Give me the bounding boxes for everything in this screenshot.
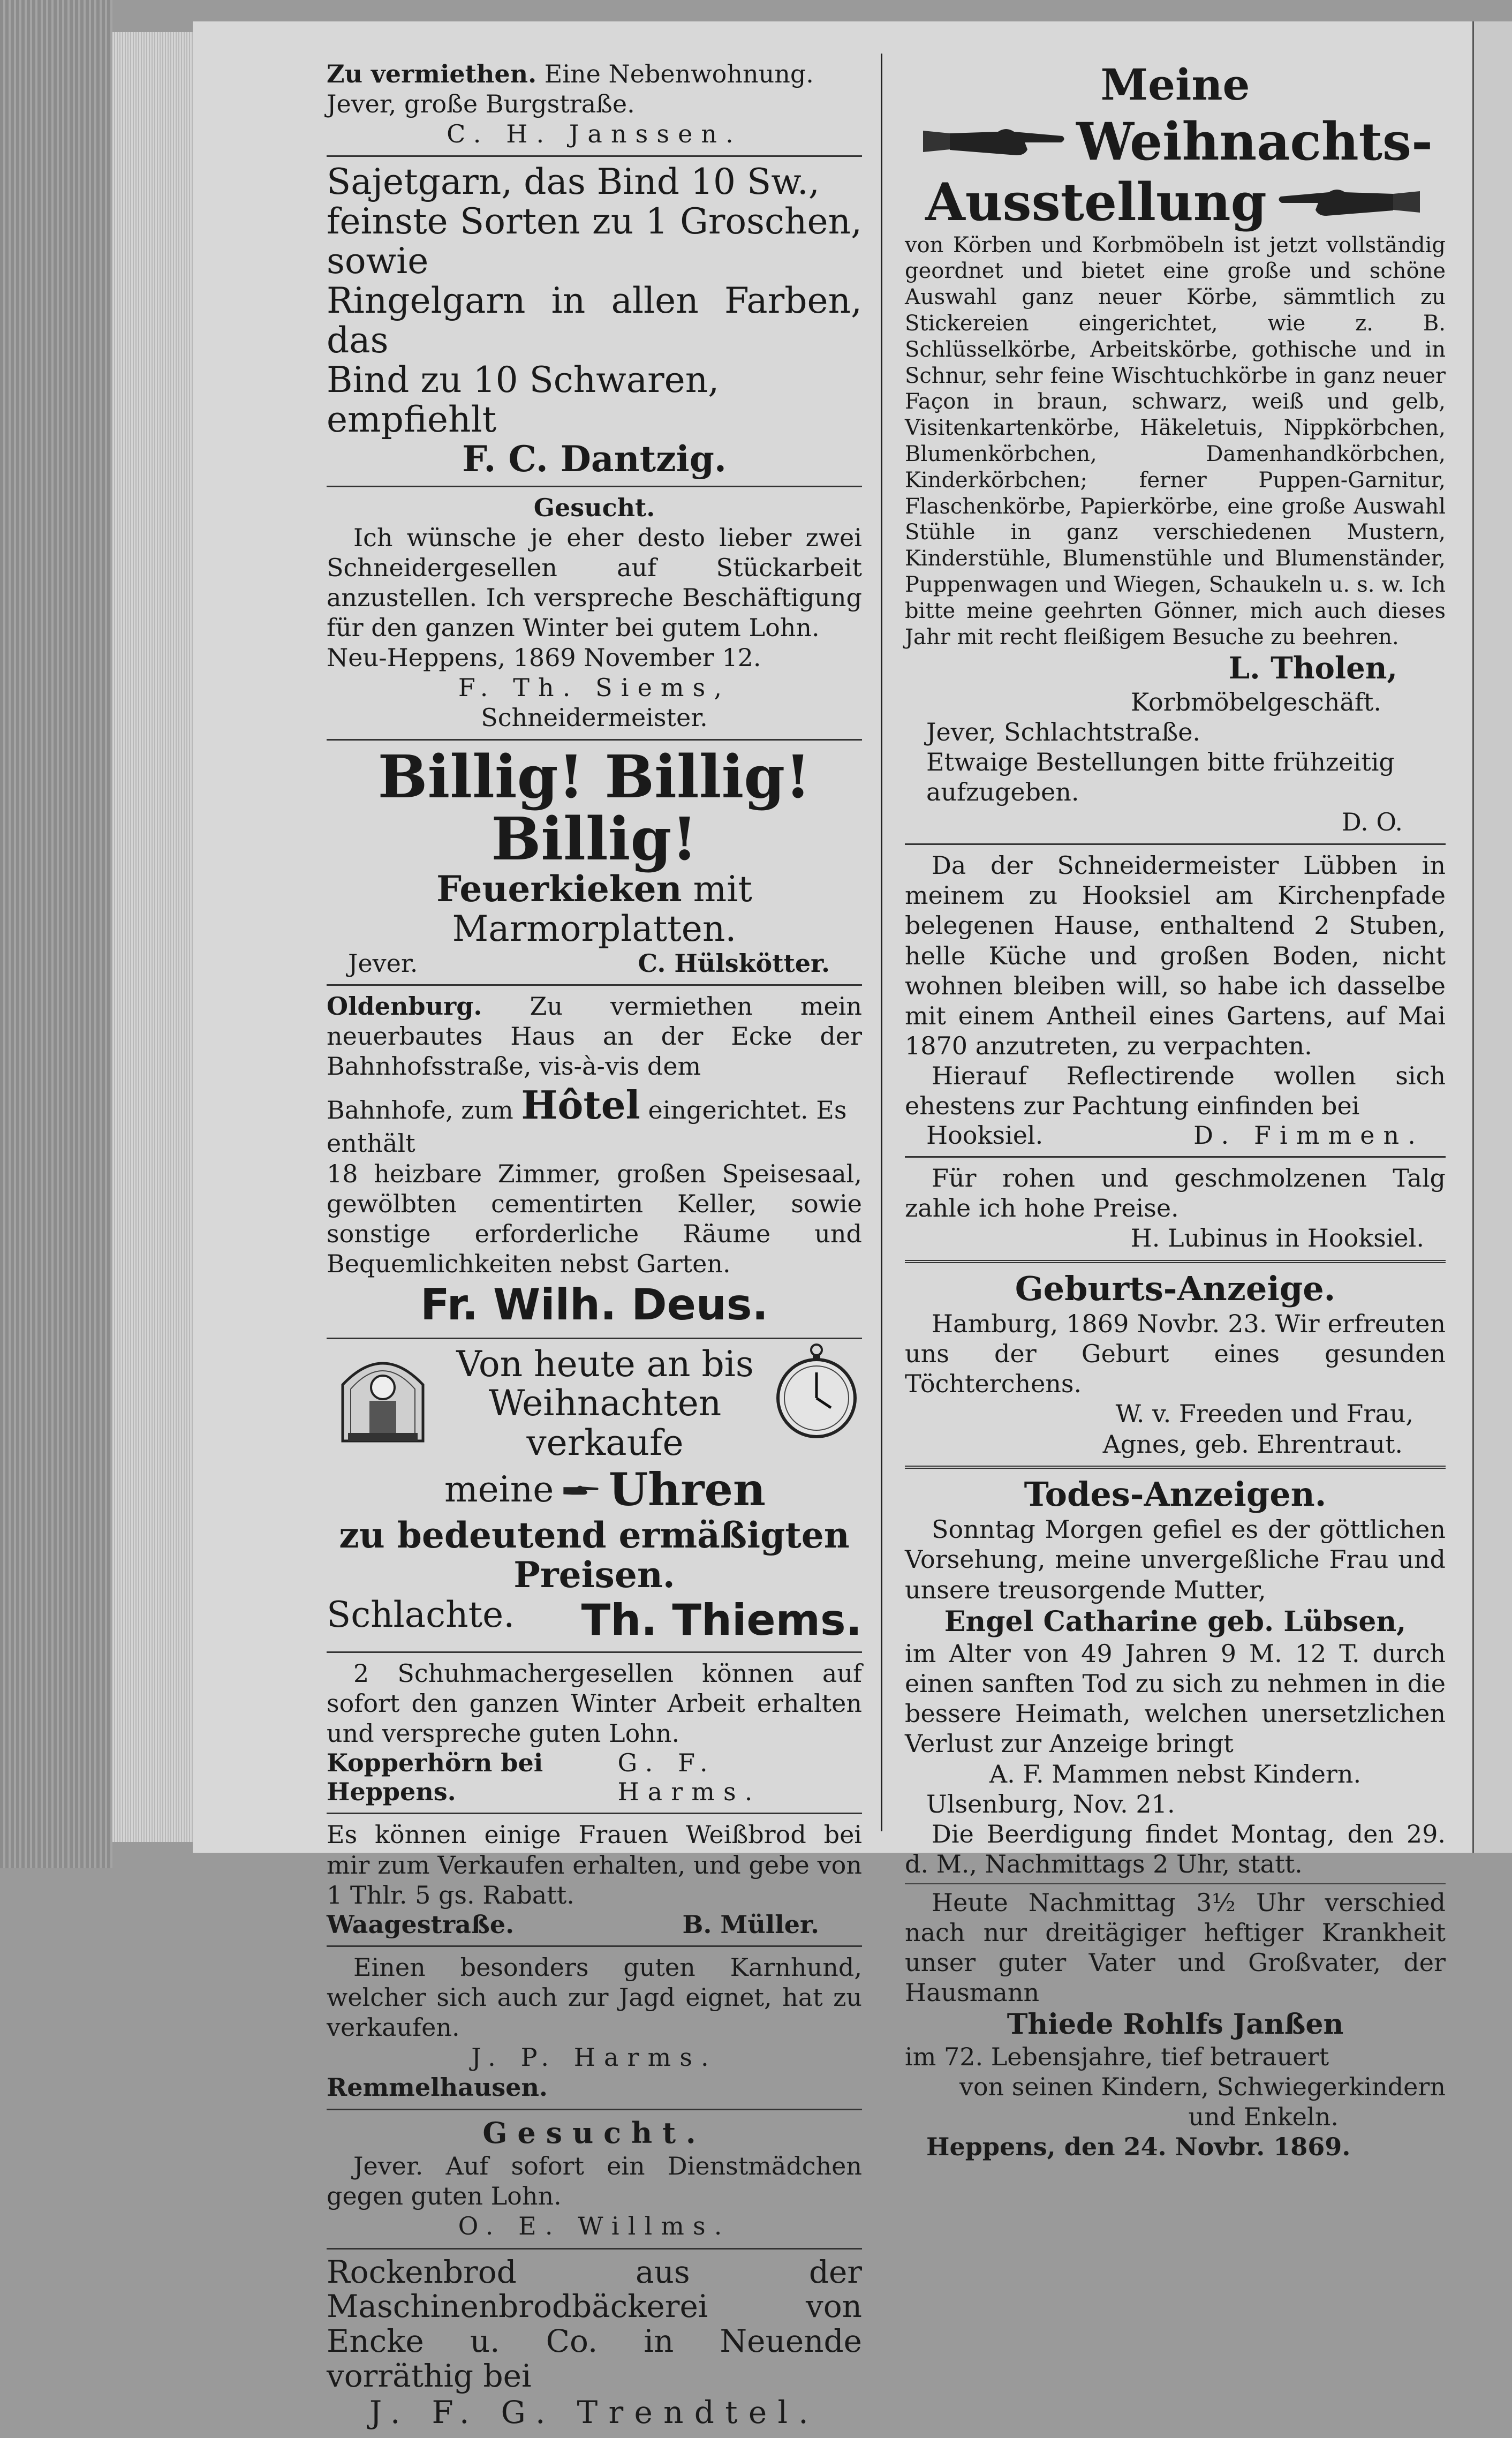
ad-signature: G. F. Harms. [617, 1748, 862, 1806]
ad-signature: L. Tholen, [905, 650, 1446, 686]
newspaper-page [193, 21, 1472, 1853]
ad-schuhmacher [327, 1653, 862, 1814]
ad-signature: A. F. Mammen nebst Kindern. [905, 1759, 1446, 1789]
ad-date: Neu-Heppens, 1869 November 12. [327, 643, 862, 673]
ad-place: Hooksiel. [905, 1121, 1043, 1150]
book-cover-edge [0, 0, 112, 1868]
ad-line: Ringelgarn in allen Farben, das [327, 281, 862, 360]
ad-signature: O. E. Willms. [327, 2211, 862, 2241]
ad-signature-title: Korbmöbelgeschäft. [905, 687, 1446, 717]
ad-line: zu bedeutend ermäßigten Preisen. [327, 1516, 862, 1595]
ad-line: Von heute an bis [444, 1345, 766, 1384]
ad-place: Heppens, den 24. Novbr. 1869. [905, 2132, 1446, 2162]
ad-talg [905, 1158, 1446, 1263]
ad-text: eingerichtet. Es enthält [327, 1096, 846, 1158]
ad-note: Etwaige Bestellungen bitte frühzeitig aufzugeben. [905, 747, 1446, 807]
ad-line: Bind zu 10 Schwaren, empfiehlt [327, 360, 862, 440]
ad-place: Oldenburg. [327, 992, 482, 1021]
ad-body: Hamburg, 1869 Novbr. 23. Wir erfreuten uns der Geburt eines gesunden Töchterchens. [905, 1309, 1446, 1399]
column-separator [881, 54, 882, 1831]
ad-place: Jever. [327, 949, 418, 978]
deceased-name: Engel Catharine geb. Lübsen, [905, 1605, 1446, 1639]
ad-body: Sonntag Morgen gefiel es der göttlichen Vorsehung, meine unvergeßliche Frau und unsere treusorgende Mutter, [905, 1514, 1446, 1604]
pointing-hand-right-icon [918, 120, 1068, 163]
pointing-hand-left-icon [1275, 180, 1425, 223]
ad-signature: B. Müller. [682, 1910, 862, 1939]
ad-signature: J. F. G. Trendtel. [327, 2394, 862, 2432]
ad-signature: C. H. Janssen. [327, 119, 862, 149]
ad-gesucht-schneider [327, 487, 862, 741]
ad-signature: Fr. Wilh. Deus. [327, 1279, 862, 1331]
ad-headline: Meine [905, 59, 1446, 111]
ad-body: Rockenbrod aus der Maschinenbrodbäckerei von Encke u. Co. in Neuende vorräthig bei [327, 2255, 862, 2394]
ad-body: Heute Nachmittag 3½ Uhr verschied nach nur dreitägiger heftiger Krankheit unser guter Vater und Großvater, der Hausmann [905, 1883, 1446, 2007]
ad-signature: H. Lubinus in Hooksiel. [905, 1223, 1446, 1253]
ad-title: Gesucht. [327, 493, 862, 523]
ad-place: Remmelhausen. [327, 2072, 862, 2102]
ad-text: meine [444, 1470, 554, 1509]
ad-gesucht-dienstmaedchen [327, 2110, 862, 2249]
pocket-watch-icon [771, 1339, 862, 1441]
ad-signature: von seinen Kindern, Schwiegerkindern [905, 2072, 1446, 2102]
ad-funeral: Die Beerdigung findet Montag, den 29. d. M., Nachmittags 2 Uhr, statt. [905, 1819, 1446, 1879]
ad-signature: und Enkeln. [905, 2102, 1446, 2132]
ad-sajetgarn [327, 157, 862, 487]
ad-body: Einen besonders guten Karnhund, welcher sich auch zur Jagd eignet, hat zu verkaufen. [327, 1952, 862, 2042]
ad-signature-title: Schneidermeister. [327, 703, 862, 733]
ad-text: Zu vermiethen mein neuerbautes Haus an der Ecke der Bahnhofsstraße, vis-à-vis dem [327, 992, 862, 1081]
ad-body: Jever. Auf sofort ein Dienstmädchen gegen guten Lohn. [327, 2151, 862, 2211]
ad-weissbrod [327, 1814, 862, 1946]
right-column [905, 54, 1446, 2168]
ad-line: Weihnachten verkaufe [444, 1384, 766, 1463]
left-column [327, 54, 862, 2438]
ad-geburts-anzeige [905, 1263, 1446, 1469]
ad-signature: Th. Thiems. [581, 1595, 862, 1645]
ad-product: Uhren [609, 1463, 766, 1516]
ad-headline: Weihnachts- [1076, 111, 1433, 172]
ad-text: Bahnhofe, zum [327, 1096, 513, 1124]
ad-line: feinste Sorten zu 1 Groschen, sowie [327, 202, 862, 281]
ad-line: Sajetgarn, das Bind 10 Sw., [327, 162, 862, 202]
ad-text: Eine Nebenwohnung. [545, 59, 814, 88]
ad-signature: C. Hülskötter. [638, 949, 862, 978]
ad-hotel [327, 986, 862, 1339]
ad-body: Hierauf Reflectirende wollen sich ehestens zur Pachtung einfinden bei [905, 1061, 1446, 1121]
ad-body: Es können einige Frauen Weißbrod bei mir zum Verkaufen erhalten, und gebe von 1 Thlr. 5 gs. Rabatt. [327, 1820, 862, 1909]
ad-body: Da der Schneidermeister Lübben in meinem zu Hooksiel am Kirchenpfade belegenen Hause, enthaltend 2 Stuben, helle Küche und großen Boden, nicht wohnen bleiben will, so habe ich dasselbe mit einem Antheil eines Gartens, auf Mai 1870 anzutreten, zu verpachten. [905, 850, 1446, 1061]
ad-hotel-word: Hôtel [521, 1082, 640, 1128]
ad-place: Ulsenburg, Nov. 21. [905, 1789, 1446, 1819]
ad-body: im 72. Lebensjahre, tief betrauert [905, 2042, 1446, 2072]
ad-body: 18 heizbare Zimmer, großen Speisesaal, gewölbten cementirten Keller, sowie sonstige erforderliche Räume und Bequemlichkeiten nebst Garten. [327, 1159, 862, 1279]
ad-zu-vermiethen [327, 54, 862, 157]
ad-rockenbrod [327, 2250, 862, 2438]
ad-headline: Ausstellung [925, 172, 1266, 232]
ad-place: Kopperhörn bei Heppens. [327, 1748, 617, 1806]
ad-signature: W. v. Freeden und Frau, [905, 1399, 1446, 1429]
pointing-hand-icon [562, 1474, 600, 1506]
ad-karnhund [327, 1947, 862, 2111]
ad-signature: J. P. Harms. [327, 2042, 862, 2072]
ad-body: im Alter von 49 Jahren 9 M. 12 T. durch einen sanften Tod zu sich zu nehmen in die bessere Heimath, welchen unersetzlichen Verlust zur Anzeige bringt [905, 1639, 1446, 1758]
ad-place: Jever, große Burgstraße. [327, 89, 862, 119]
page-stack-edge [112, 32, 193, 1842]
ad-body: Ich wünsche je eher desto lieber zwei Schneidergesellen auf Stückarbeit anzustellen. Ich verspreche Beschäftigung für den ganzen Winter bei gutem Lohn. [327, 523, 862, 643]
ad-title: Zu vermiethen. [327, 59, 536, 88]
ad-body: 2 Schuhmachergesellen können auf sofort den ganzen Winter Arbeit erhalten und verspreche guten Lohn. [327, 1658, 862, 1748]
ad-uhren [327, 1339, 862, 1654]
ad-signature: Agnes, geb. Ehrentraut. [905, 1429, 1446, 1459]
ad-body: von Körben und Korbmöbeln ist jetzt vollständig geordnet und bietet eine große und schöne Auswahl ganz neuer Körbe, sämmtlich zu Stickereien eingerichtet, wie z. B. Schlüsselkörbe, Arbeitskörbe, gothische und in Schnur, sehr feine Wischtuchkörbe in ganz neuer Façon in braun, schwarz, weiß und gelb, Visitenkartenkörbe, Häkeletuis, Nippkörbchen, Blumenkörbchen, Damenhandkörbchen, Kinderkörbchen; ferner Puppen-Garnitur, Flaschenkörbe, Papierkörbe, eine große Auswahl Stühle in ganz verschiedenen Mustern, Kinderstühle, Blumenstühle und Blumenständer, Puppenwagen und Wiegen, Schaukeln u. s. w. Ich bitte meine geehrten Gönner, mich auch dieses Jahr mit recht fleißigem Besuche zu beehren. [905, 232, 1446, 651]
ad-place: Waagestraße. [327, 1910, 514, 1939]
ad-signature: D. Fimmen. [1193, 1121, 1446, 1150]
ad-signature: F. Th. Siems, [327, 673, 862, 703]
ad-signature: F. C. Dantzig. [327, 440, 862, 479]
ad-body: Für rohen und geschmolzenen Talg zahle ich hohe Preise. [905, 1163, 1446, 1223]
ad-product: Feuerkieken [436, 868, 682, 910]
ad-weihnachts-ausstellung [905, 54, 1446, 845]
ad-billig [327, 741, 862, 986]
ad-place: Schlachte. [327, 1595, 515, 1645]
ad-title: Todes-Anzeigen. [905, 1474, 1446, 1515]
ad-todes-anzeigen [905, 1469, 1446, 2169]
ad-text: mit Marmorplatten. [452, 869, 752, 949]
deceased-name: Thiede Rohlfs Janßen [905, 2007, 1446, 2041]
ad-hooksiel-verpachtung [905, 845, 1446, 1158]
ad-initials: D. O. [905, 807, 1446, 837]
ad-title: Gesucht. [327, 2116, 862, 2151]
clock-illustration-icon [332, 1347, 434, 1444]
ad-place: Jever, Schlachtstraße. [905, 717, 1446, 747]
ad-title: Geburts-Anzeige. [905, 1269, 1446, 1309]
ad-headline: Billig! Billig! Billig! [327, 746, 862, 870]
next-page-edge [1472, 21, 1512, 1853]
